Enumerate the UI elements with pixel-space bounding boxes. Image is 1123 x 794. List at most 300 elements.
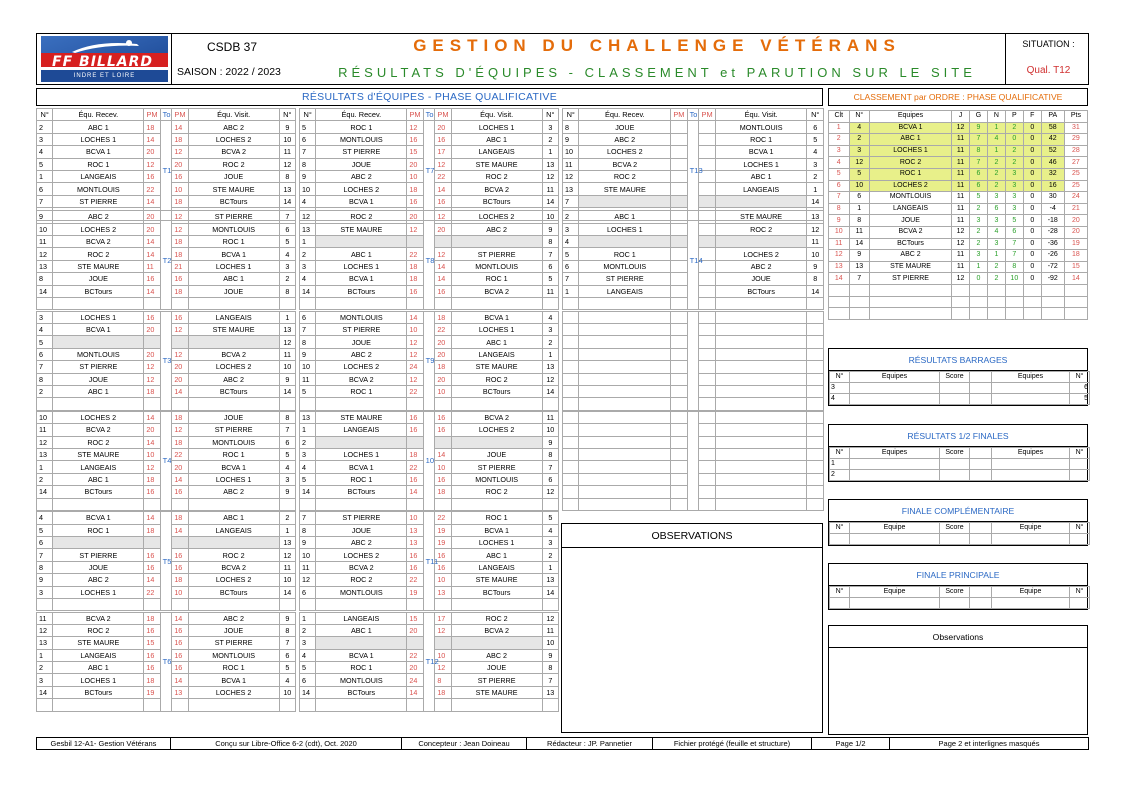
box-cell xyxy=(850,470,940,481)
home-team-number: 8 xyxy=(563,121,579,133)
away-team-number: 4 xyxy=(279,461,295,473)
home-points: 10 xyxy=(407,323,423,335)
home-points: 19 xyxy=(407,586,423,598)
header xyxy=(36,33,1089,85)
home-points: 16 xyxy=(407,411,423,423)
tour-label: T13 xyxy=(687,121,699,220)
classement-cell: 0 xyxy=(1023,261,1041,273)
away-team-number: 8 xyxy=(279,624,295,636)
box-cell: 4 xyxy=(830,394,850,405)
match-block xyxy=(299,612,559,712)
away-team-number: 2 xyxy=(542,549,558,561)
away-team-number: 3 xyxy=(279,260,295,272)
home-team: LOCHES 1 xyxy=(316,260,407,272)
away-points: 19 xyxy=(435,524,451,536)
home-points xyxy=(671,158,687,170)
away-team: BCTours xyxy=(451,195,542,207)
away-team: STE MAURE xyxy=(451,574,542,586)
classement-row xyxy=(829,215,1088,227)
classement-cell: 4 xyxy=(987,226,1005,238)
box-header: Equipes xyxy=(992,372,1070,383)
home-points xyxy=(671,195,687,207)
away-points: 14 xyxy=(435,449,451,461)
home-points: 22 xyxy=(407,385,423,397)
classement-header: G xyxy=(969,111,987,123)
classement-cell xyxy=(1005,284,1023,296)
away-points: 16 xyxy=(172,311,188,323)
away-team: ST PIERRE xyxy=(451,461,542,473)
home-team-number: 14 xyxy=(300,285,316,297)
classement-header: N xyxy=(987,111,1005,123)
away-team-number xyxy=(807,436,824,448)
away-team-number xyxy=(807,323,824,335)
box-cell xyxy=(1070,470,1090,481)
home-points: 12 xyxy=(144,373,160,385)
away-team: BCVA 1 xyxy=(451,311,542,323)
away-team-number: 10 xyxy=(279,574,295,586)
home-team: ROC 1 xyxy=(316,121,407,133)
box-cell xyxy=(992,470,1070,481)
away-team: BCTours xyxy=(188,586,279,598)
away-points: 12 xyxy=(435,158,451,170)
classement-cell: 6 xyxy=(969,168,987,180)
home-points: 22 xyxy=(144,183,160,195)
away-team: ABC 2 xyxy=(451,649,542,661)
home-points: 14 xyxy=(144,411,160,423)
home-team: ABC 2 xyxy=(316,348,407,360)
observations-2-box xyxy=(828,625,1088,735)
away-team-number: 8 xyxy=(542,449,558,461)
away-team xyxy=(451,498,542,510)
away-team-number: 13 xyxy=(807,211,824,223)
home-team-number: 2 xyxy=(37,473,53,485)
home-points xyxy=(407,298,423,310)
away-team: JOUE xyxy=(451,662,542,674)
away-team-number xyxy=(279,598,295,610)
home-team-number: 10 xyxy=(563,146,579,158)
home-team-number: 13 xyxy=(37,449,53,461)
tour-label: T2 xyxy=(160,211,172,310)
classement-cell: 2 xyxy=(969,238,987,250)
home-points: 20 xyxy=(407,662,423,674)
classement-cell: 3 xyxy=(987,215,1005,227)
home-points: 18 xyxy=(144,674,160,686)
home-team-number xyxy=(300,699,316,711)
classement-cell: 25 xyxy=(1064,168,1087,180)
classement-cell: 6 xyxy=(849,192,870,204)
classement-cell xyxy=(1064,284,1087,296)
box-header: Score xyxy=(940,587,970,598)
match-row xyxy=(300,612,559,624)
box-header: N° xyxy=(1070,523,1090,534)
home-points: 14 xyxy=(407,686,423,698)
away-team-number: 9 xyxy=(279,486,295,498)
home-team-number xyxy=(563,473,579,485)
classement-cell: 6 xyxy=(969,180,987,192)
home-team: ABC 2 xyxy=(579,133,671,145)
home-team-number: 12 xyxy=(300,211,316,223)
classement-cell: 2 xyxy=(987,157,1005,169)
home-team-number xyxy=(37,298,53,310)
match-block xyxy=(36,511,296,611)
home-team: BCVA 1 xyxy=(53,323,144,335)
classement-cell: 1 xyxy=(849,203,870,215)
box-header: Equipe xyxy=(850,523,940,534)
away-team-number: 1 xyxy=(542,348,558,360)
home-team: LANGEAIS xyxy=(53,461,144,473)
away-team: ROC 1 xyxy=(451,273,542,285)
away-team-number: 8 xyxy=(807,273,824,285)
home-team: ABC 1 xyxy=(53,473,144,485)
away-points: 14 xyxy=(435,260,451,272)
col-header: Équ. Recev. xyxy=(316,109,407,121)
home-points: 18 xyxy=(144,385,160,397)
home-points: 16 xyxy=(407,549,423,561)
away-points xyxy=(435,498,451,510)
box-header: Equipe xyxy=(850,587,940,598)
col-header: N° xyxy=(279,109,295,121)
home-team: ROC 1 xyxy=(53,158,144,170)
away-team: LOCHES 2 xyxy=(188,361,279,373)
away-team: JOUE xyxy=(188,170,279,182)
away-team: MONTLOUIS xyxy=(188,223,279,235)
away-team xyxy=(188,498,279,510)
classement-cell: 0 xyxy=(1023,168,1041,180)
away-points xyxy=(699,498,715,510)
classement-cell: 11 xyxy=(829,238,850,250)
home-team xyxy=(579,411,671,423)
box-cell xyxy=(850,383,940,394)
main-final-box xyxy=(828,563,1088,610)
away-points: 12 xyxy=(435,248,451,260)
home-team: ROC 2 xyxy=(579,170,671,182)
away-team-number: 4 xyxy=(279,674,295,686)
away-team-number: 7 xyxy=(279,637,295,649)
home-team-number: 12 xyxy=(37,624,53,636)
classement-cell xyxy=(1041,296,1064,308)
classement-cell: 12 xyxy=(952,273,970,285)
classement-cell xyxy=(870,308,952,320)
away-team: LANGEAIS xyxy=(451,348,542,360)
home-team-number xyxy=(563,311,579,323)
home-team: ABC 1 xyxy=(579,211,671,223)
home-points: 18 xyxy=(144,121,160,133)
box-cell xyxy=(1070,459,1090,470)
box-cell xyxy=(1070,598,1090,609)
away-points: 20 xyxy=(435,336,451,348)
home-team-number: 4 xyxy=(563,236,579,248)
box-cell xyxy=(830,598,850,609)
home-points: 20 xyxy=(407,211,423,223)
box-header: N° xyxy=(830,523,850,534)
home-team: ABC 1 xyxy=(53,385,144,397)
home-team-number: 11 xyxy=(37,424,53,436)
match-row xyxy=(563,311,824,323)
home-team: LOCHES 1 xyxy=(316,449,407,461)
match-block xyxy=(36,108,296,221)
home-points xyxy=(671,373,687,385)
home-team-number xyxy=(563,398,579,410)
away-team: ROC 1 xyxy=(188,662,279,674)
home-points xyxy=(671,411,687,423)
away-team-number: 7 xyxy=(542,674,558,686)
away-points xyxy=(699,298,715,310)
home-team-number: 3 xyxy=(37,311,53,323)
away-points: 16 xyxy=(435,561,451,573)
away-team: ROC 2 xyxy=(451,373,542,385)
home-team-number: 3 xyxy=(300,260,316,272)
away-team: JOUE xyxy=(188,624,279,636)
away-team-number xyxy=(807,449,824,461)
home-team: STE MAURE xyxy=(53,637,144,649)
away-team: LOCHES 1 xyxy=(188,260,279,272)
box-header: Score xyxy=(940,372,970,383)
home-points xyxy=(671,248,687,260)
classement-cell: 5 xyxy=(829,168,850,180)
classement-cell: 24 xyxy=(1064,192,1087,204)
away-team-number xyxy=(542,699,558,711)
home-team-number: 4 xyxy=(300,195,316,207)
box-cell xyxy=(970,534,992,545)
home-team-number: 11 xyxy=(300,373,316,385)
home-team-number: 1 xyxy=(37,649,53,661)
footer-conception: Conçu sur Libre-Office 6-2 (cdt), Oct. 2020 xyxy=(171,738,402,749)
home-team: JOUE xyxy=(53,273,144,285)
home-team: ST PIERRE xyxy=(316,512,407,524)
away-team: BCVA 2 xyxy=(188,348,279,360)
away-points: 20 xyxy=(435,348,451,360)
home-team: LANGEAIS xyxy=(316,612,407,624)
home-team xyxy=(316,637,407,649)
classement-row xyxy=(829,180,1088,192)
classement-cell: 11 xyxy=(952,215,970,227)
classement-cell: 2 xyxy=(969,226,987,238)
home-team-number: 2 xyxy=(300,248,316,260)
footer xyxy=(36,737,1089,750)
home-points xyxy=(144,598,160,610)
home-team xyxy=(53,598,144,610)
home-team: BCTours xyxy=(53,486,144,498)
box-table xyxy=(829,522,1090,545)
away-team-number: 13 xyxy=(279,183,295,195)
away-team-number: 8 xyxy=(279,411,295,423)
box-cell xyxy=(992,394,1070,405)
away-team-number: 13 xyxy=(542,574,558,586)
home-team xyxy=(579,398,671,410)
home-points: 11 xyxy=(144,260,160,272)
home-team-number: 3 xyxy=(37,133,53,145)
home-team-number: 6 xyxy=(300,133,316,145)
away-team: ABC 1 xyxy=(451,133,542,145)
away-team: ABC 2 xyxy=(715,260,807,272)
classement-row xyxy=(829,168,1088,180)
home-team-number: 6 xyxy=(300,311,316,323)
away-team-number: 2 xyxy=(807,170,824,182)
home-points: 16 xyxy=(144,170,160,182)
home-points: 12 xyxy=(144,461,160,473)
away-points: 14 xyxy=(435,273,451,285)
classement-cell: 0 xyxy=(969,273,987,285)
home-points xyxy=(671,211,687,223)
home-points: 22 xyxy=(407,461,423,473)
away-team xyxy=(451,298,542,310)
away-team: LOCHES 1 xyxy=(188,473,279,485)
classement-cell: 6 xyxy=(829,180,850,192)
home-points xyxy=(671,424,687,436)
home-team-number: 8 xyxy=(300,336,316,348)
classement-row xyxy=(829,226,1088,238)
away-points xyxy=(435,637,451,649)
away-points: 20 xyxy=(172,461,188,473)
away-team-number: 12 xyxy=(279,549,295,561)
home-points: 14 xyxy=(144,248,160,260)
home-team-number: 3 xyxy=(300,449,316,461)
classement-cell: 11 xyxy=(952,157,970,169)
away-points: 14 xyxy=(172,121,188,133)
away-team: ABC 1 xyxy=(715,170,807,182)
classement-cell: 11 xyxy=(952,192,970,204)
home-team: LOCHES 2 xyxy=(53,223,144,235)
home-team-number: 9 xyxy=(37,574,53,586)
home-team: ABC 1 xyxy=(316,624,407,636)
classement-cell: 1 xyxy=(987,145,1005,157)
away-team: LOCHES 2 xyxy=(451,211,542,223)
classement-cell: 0 xyxy=(1023,238,1041,250)
box-header: Score xyxy=(940,523,970,534)
away-points: 18 xyxy=(435,311,451,323)
away-points: 10 xyxy=(435,461,451,473)
home-team: BCTours xyxy=(53,285,144,297)
away-points: 13 xyxy=(435,586,451,598)
away-points: 12 xyxy=(435,662,451,674)
away-team: BCTours xyxy=(715,285,807,297)
away-team-number: 3 xyxy=(279,473,295,485)
away-points: 14 xyxy=(172,612,188,624)
away-team: ABC 2 xyxy=(188,121,279,133)
home-points xyxy=(671,285,687,297)
away-points: 20 xyxy=(435,121,451,133)
away-points xyxy=(699,236,715,248)
away-team-number xyxy=(807,498,824,510)
classement-cell: STE MAURE xyxy=(870,261,952,273)
classement-header: Clt xyxy=(829,111,850,123)
col-header: N° xyxy=(542,109,558,121)
classement-cell: 9 xyxy=(829,215,850,227)
home-team-number: 9 xyxy=(300,348,316,360)
classement-cell: 52 xyxy=(1041,145,1064,157)
match-block xyxy=(562,108,824,221)
box-header: Equipes xyxy=(992,448,1070,459)
home-team: LOCHES 2 xyxy=(53,411,144,423)
home-team-number: 12 xyxy=(37,248,53,260)
away-points xyxy=(435,298,451,310)
away-points: 14 xyxy=(435,183,451,195)
away-team: BCVA 2 xyxy=(451,624,542,636)
home-team-number: 9 xyxy=(37,211,53,223)
away-team-number: 7 xyxy=(542,248,558,260)
away-points: 19 xyxy=(435,536,451,548)
away-points: 14 xyxy=(172,524,188,536)
home-team: ST PIERRE xyxy=(53,195,144,207)
home-team xyxy=(579,473,671,485)
col-header: Équ. Visit. xyxy=(715,109,807,121)
home-points: 12 xyxy=(407,336,423,348)
home-team-number: 5 xyxy=(300,473,316,485)
away-points: 16 xyxy=(172,637,188,649)
away-team-number: 8 xyxy=(542,662,558,674)
home-team-number xyxy=(300,598,316,610)
box-title: RÉSULTATS 1/2 FINALES xyxy=(829,425,1087,447)
away-team xyxy=(715,195,807,207)
away-team: BCTours xyxy=(451,586,542,598)
tour-label: T5 xyxy=(160,512,172,611)
away-team-number: 3 xyxy=(807,158,824,170)
away-points xyxy=(435,436,451,448)
barrages-box xyxy=(828,348,1088,406)
classement-cell: 15 xyxy=(1064,261,1087,273)
home-team-number: 2 xyxy=(37,121,53,133)
away-team: LOCHES 1 xyxy=(451,121,542,133)
home-team-number: 3 xyxy=(563,223,579,235)
box-title: FINALE PRINCIPALE xyxy=(829,564,1087,586)
away-team-number: 4 xyxy=(542,311,558,323)
classement-cell: 11 xyxy=(952,250,970,262)
home-team-number: 2 xyxy=(563,211,579,223)
tour-label: T4 xyxy=(160,411,172,510)
home-team-number: 10 xyxy=(300,183,316,195)
away-team-number xyxy=(807,361,824,373)
classement-cell xyxy=(952,284,970,296)
home-points: 22 xyxy=(407,248,423,260)
away-points: 8 xyxy=(435,674,451,686)
classement-cell: 2 xyxy=(987,273,1005,285)
home-points: 16 xyxy=(144,624,160,636)
away-team: BCVA 1 xyxy=(188,674,279,686)
classement-cell: 16 xyxy=(1041,180,1064,192)
home-team-number: 10 xyxy=(37,223,53,235)
classement-row xyxy=(829,273,1088,285)
home-team xyxy=(316,699,407,711)
home-team-number: 14 xyxy=(300,686,316,698)
away-points xyxy=(699,223,715,235)
classement-cell: 10 xyxy=(849,180,870,192)
away-points: 16 xyxy=(435,424,451,436)
home-team-number: 4 xyxy=(37,512,53,524)
home-team-number: 12 xyxy=(300,574,316,586)
semi-finals-box xyxy=(828,424,1088,482)
home-team: LOCHES 2 xyxy=(316,549,407,561)
classement-cell xyxy=(1023,284,1041,296)
home-team-number xyxy=(563,348,579,360)
ff-billard-logo xyxy=(37,34,172,84)
home-points: 16 xyxy=(144,561,160,573)
classement-row xyxy=(829,157,1088,169)
away-team-number: 10 xyxy=(279,686,295,698)
col-header: PM xyxy=(172,109,188,121)
away-team: LANGEAIS xyxy=(188,311,279,323)
classement-cell xyxy=(1064,296,1087,308)
classement-cell: ROC 1 xyxy=(870,168,952,180)
away-team-number: 14 xyxy=(807,285,824,297)
classement-cell: 29 xyxy=(1064,134,1087,146)
home-team: MONTLOUIS xyxy=(579,260,671,272)
home-points: 14 xyxy=(144,195,160,207)
home-team-number xyxy=(300,498,316,510)
home-team-number: 7 xyxy=(37,361,53,373)
match-block xyxy=(36,612,296,712)
away-team-number xyxy=(279,298,295,310)
home-team-number: 3 xyxy=(300,637,316,649)
